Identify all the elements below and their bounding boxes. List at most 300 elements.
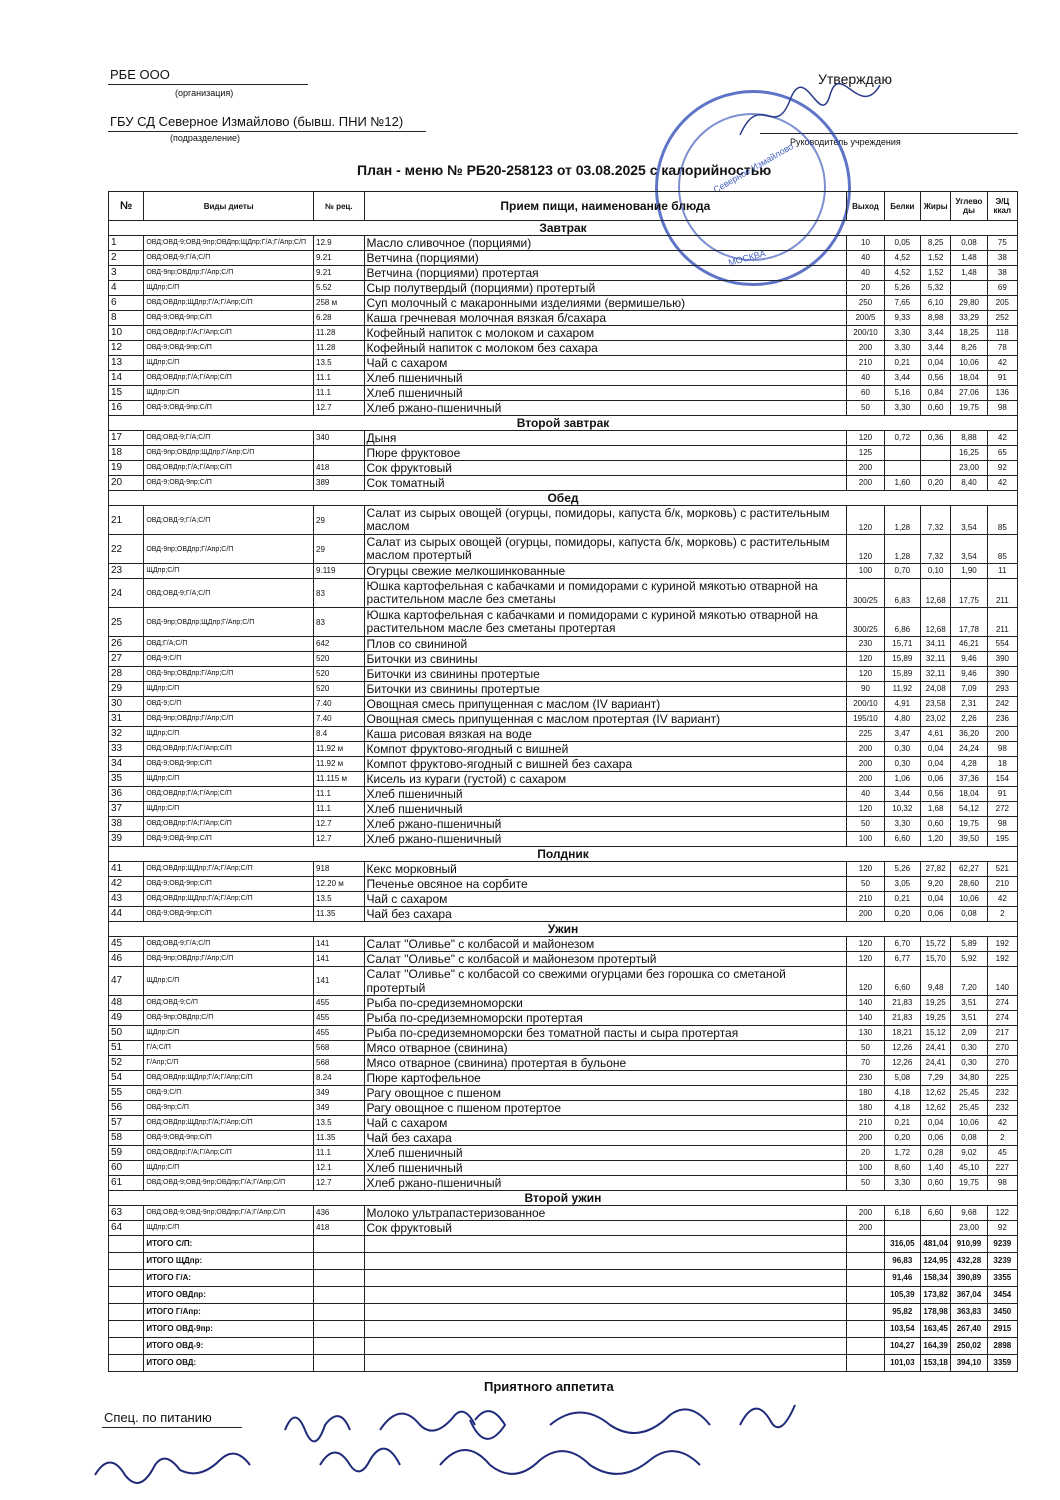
row-protein: 4,91 xyxy=(884,697,920,712)
total-protein: 316,05 xyxy=(884,1236,920,1253)
table-row xyxy=(109,667,1018,682)
col-fat: Жиры xyxy=(921,192,951,221)
row-diet: ЩДпр;С/П xyxy=(144,1026,314,1041)
total-spacer xyxy=(847,1270,884,1287)
table-row xyxy=(109,341,1018,356)
row-dish: Мясо отварное (свинина) xyxy=(364,1041,847,1056)
row-kcal: 211 xyxy=(987,579,1017,608)
row-recipe: 12.1 xyxy=(314,1161,365,1176)
total-protein: 103,54 xyxy=(884,1321,920,1338)
row-recipe: 5.52 xyxy=(314,281,365,296)
row-protein: 1,28 xyxy=(884,506,920,535)
row-kcal: 75 xyxy=(987,236,1017,251)
row-diet: ОВД;ОВДпр;ЩДпр;Г/А;Г/Апр;С/П xyxy=(144,892,314,907)
row-recipe: 9.119 xyxy=(314,564,365,579)
row-fat: 8,25 xyxy=(921,236,951,251)
organization-caption: (организация) xyxy=(175,88,234,98)
row-number: 43 xyxy=(109,892,144,907)
row-recipe: 389 xyxy=(314,476,365,491)
row-kcal: 92 xyxy=(987,461,1017,476)
row-kcal: 118 xyxy=(987,326,1017,341)
row-kcal: 98 xyxy=(987,401,1017,416)
row-diet: ОВД;ОВД-9;Г/А;С/П xyxy=(144,431,314,446)
row-recipe: 11.35 xyxy=(314,907,365,922)
section-title: Обед xyxy=(109,491,1018,506)
row-fat: 0,36 xyxy=(921,431,951,446)
row-fat: 0,56 xyxy=(921,371,951,386)
row-carbs: 0,30 xyxy=(951,1041,987,1056)
row-carbs: 17,75 xyxy=(951,579,987,608)
row-diet: ОВД;ОВД-9;ОВД-9пр;ОВДпр;Г/А;Г/Апр;С/П xyxy=(144,1206,314,1221)
row-number: 37 xyxy=(109,802,144,817)
row-kcal: 210 xyxy=(987,877,1017,892)
row-recipe: 349 xyxy=(314,1086,365,1101)
row-fat: 27,82 xyxy=(921,862,951,877)
row-dish: Хлеб пшеничный xyxy=(364,787,847,802)
col-diet: Виды диеты xyxy=(144,192,314,221)
row-dish: Пюре фруктовое xyxy=(364,446,847,461)
row-output: 120 xyxy=(847,967,884,996)
total-spacer xyxy=(847,1287,884,1304)
table-row xyxy=(109,1116,1018,1131)
row-diet: ЩДпр;С/П xyxy=(144,1161,314,1176)
row-recipe xyxy=(314,446,365,461)
row-recipe: 141 xyxy=(314,952,365,967)
row-diet: ОВД-9пр;ОВДпр;Г/Апр;С/П xyxy=(144,712,314,727)
row-output: 200 xyxy=(847,742,884,757)
row-dish: Ветчина (порциями) протертая xyxy=(364,266,847,281)
row-protein: 21,83 xyxy=(884,996,920,1011)
row-recipe: 29 xyxy=(314,506,365,535)
row-diet: ОВД;ОВДпр;Г/А;Г/Апр;С/П xyxy=(144,461,314,476)
total-spacer xyxy=(314,1355,365,1372)
row-kcal: 45 xyxy=(987,1146,1017,1161)
row-protein: 15,71 xyxy=(884,637,920,652)
row-diet: ОВД-9;ОВД-9пр;С/П xyxy=(144,476,314,491)
row-output: 210 xyxy=(847,892,884,907)
row-number: 23 xyxy=(109,564,144,579)
row-diet: ОВД-9;С/П xyxy=(144,652,314,667)
row-output: 100 xyxy=(847,1161,884,1176)
row-kcal: 195 xyxy=(987,832,1017,847)
row-protein: 18,21 xyxy=(884,1026,920,1041)
row-carbs: 28,60 xyxy=(951,877,987,892)
row-carbs: 39,50 xyxy=(951,832,987,847)
row-dish: Чай с сахаром xyxy=(364,356,847,371)
row-protein: 4,52 xyxy=(884,266,920,281)
row-kcal: 154 xyxy=(987,772,1017,787)
row-diet: ОВД;ОВДпр;Г/А;Г/Апр;С/П xyxy=(144,326,314,341)
row-fat: 15,72 xyxy=(921,937,951,952)
row-protein: 6,70 xyxy=(884,937,920,952)
total-row xyxy=(109,1270,1018,1287)
row-output: 120 xyxy=(847,535,884,564)
row-output: 50 xyxy=(847,1176,884,1191)
total-kcal: 3359 xyxy=(987,1355,1017,1372)
row-recipe: 11.35 xyxy=(314,1131,365,1146)
row-diet: ЩДпр;С/П xyxy=(144,564,314,579)
row-kcal: 42 xyxy=(987,356,1017,371)
row-carbs: 8,26 xyxy=(951,341,987,356)
row-number: 20 xyxy=(109,476,144,491)
row-dish: Огурцы свежие мелкошинкованные xyxy=(364,564,847,579)
row-output: 40 xyxy=(847,787,884,802)
row-carbs: 9,46 xyxy=(951,652,987,667)
row-number: 12 xyxy=(109,341,144,356)
row-fat: 3,44 xyxy=(921,341,951,356)
row-diet: ОВД;ОВДпр;Г/А;Г/Апр;С/П xyxy=(144,817,314,832)
row-kcal: 42 xyxy=(987,476,1017,491)
row-carbs: 16,25 xyxy=(951,446,987,461)
table-row xyxy=(109,802,1018,817)
total-spacer xyxy=(364,1321,847,1338)
row-output: 50 xyxy=(847,1041,884,1056)
total-row xyxy=(109,1338,1018,1355)
row-kcal: 232 xyxy=(987,1101,1017,1116)
row-protein: 6,18 xyxy=(884,1206,920,1221)
table-row xyxy=(109,1011,1018,1026)
row-fat: 15,70 xyxy=(921,952,951,967)
row-output: 200 xyxy=(847,1131,884,1146)
row-carbs: 18,25 xyxy=(951,326,987,341)
table-row xyxy=(109,506,1018,535)
row-diet: ОВД-9;ОВД-9пр;С/П xyxy=(144,1131,314,1146)
row-protein: 6,77 xyxy=(884,952,920,967)
row-carbs: 4,28 xyxy=(951,757,987,772)
total-fat: 124,95 xyxy=(921,1253,951,1270)
row-kcal: 200 xyxy=(987,727,1017,742)
row-fat: 0,84 xyxy=(921,386,951,401)
total-row xyxy=(109,1321,1018,1338)
total-spacer xyxy=(314,1304,365,1321)
row-diet: ОВД-9;ОВД-9пр;С/П xyxy=(144,401,314,416)
table-row xyxy=(109,877,1018,892)
row-dish: Печенье овсяное на сорбите xyxy=(364,877,847,892)
row-dish: Сок фруктовый xyxy=(364,461,847,476)
row-fat: 1,52 xyxy=(921,251,951,266)
row-recipe: 11.92 м xyxy=(314,742,365,757)
row-recipe: 642 xyxy=(314,637,365,652)
row-protein: 0,30 xyxy=(884,757,920,772)
table-row xyxy=(109,476,1018,491)
row-carbs: 1,90 xyxy=(951,564,987,579)
row-recipe: 12.7 xyxy=(314,401,365,416)
row-protein: 6,83 xyxy=(884,579,920,608)
total-spacer xyxy=(314,1236,365,1253)
row-dish: Рагу овощное с пшеном xyxy=(364,1086,847,1101)
table-row xyxy=(109,579,1018,608)
row-diet: ОВД;ОВД-9;ОВД-9пр;ОВДпр;ЩДпр;Г/А;Г/Апр;С/П xyxy=(144,236,314,251)
section-row xyxy=(109,922,1018,937)
row-number: 28 xyxy=(109,667,144,682)
table-row xyxy=(109,535,1018,564)
total-carbs: 267,40 xyxy=(951,1321,987,1338)
row-diet: ЩДпр;С/П xyxy=(144,281,314,296)
row-diet: Г/Апр;С/П xyxy=(144,1056,314,1071)
row-recipe: 520 xyxy=(314,652,365,667)
row-fat: 15,12 xyxy=(921,1026,951,1041)
row-kcal: 242 xyxy=(987,697,1017,712)
row-recipe: 418 xyxy=(314,1221,365,1236)
table-row xyxy=(109,1206,1018,1221)
total-row xyxy=(109,1355,1018,1372)
row-dish: Хлеб пшеничный xyxy=(364,1146,847,1161)
total-spacer xyxy=(109,1236,144,1253)
total-spacer xyxy=(109,1338,144,1355)
total-spacer xyxy=(847,1321,884,1338)
row-diet: ОВД-9пр;ОВДпр;ЩДпр;Г/Апр;С/П xyxy=(144,446,314,461)
row-protein: 3,30 xyxy=(884,1176,920,1191)
row-recipe: 83 xyxy=(314,579,365,608)
total-label: ИТОГО С/П: xyxy=(144,1236,314,1253)
total-kcal: 3454 xyxy=(987,1287,1017,1304)
table-row xyxy=(109,697,1018,712)
row-kcal: 252 xyxy=(987,311,1017,326)
row-protein: 11,92 xyxy=(884,682,920,697)
row-number: 8 xyxy=(109,311,144,326)
row-carbs: 8,40 xyxy=(951,476,987,491)
row-output: 10 xyxy=(847,236,884,251)
table-row xyxy=(109,757,1018,772)
table-row xyxy=(109,907,1018,922)
row-dish: Хлеб пшеничный xyxy=(364,371,847,386)
total-protein: 104,27 xyxy=(884,1338,920,1355)
row-protein: 1,28 xyxy=(884,535,920,564)
row-dish: Юшка картофельная с кабачками и помидорами с куриной мякотью отварной на растительном масле без сметаны xyxy=(364,579,847,608)
row-dish: Каша гречневая молочная вязкая б/сахара xyxy=(364,311,847,326)
row-fat xyxy=(921,1221,951,1236)
total-fat: 481,04 xyxy=(921,1236,951,1253)
total-spacer xyxy=(109,1253,144,1270)
row-kcal: 521 xyxy=(987,862,1017,877)
row-output: 230 xyxy=(847,637,884,652)
row-kcal: 293 xyxy=(987,682,1017,697)
row-recipe: 568 xyxy=(314,1041,365,1056)
row-diet: ОВД-9пр;ОВДпр;Г/Апр;С/П xyxy=(144,266,314,281)
total-spacer xyxy=(364,1253,847,1270)
total-fat: 173,82 xyxy=(921,1287,951,1304)
row-recipe: 568 xyxy=(314,1056,365,1071)
row-carbs: 0,08 xyxy=(951,1131,987,1146)
row-kcal: 98 xyxy=(987,1176,1017,1191)
row-output: 200/10 xyxy=(847,326,884,341)
row-kcal: 225 xyxy=(987,1071,1017,1086)
row-dish: Салат "Оливье" с колбасой и майонезом протертый xyxy=(364,952,847,967)
row-number: 14 xyxy=(109,371,144,386)
col-dish: Прием пищи, наименование блюда xyxy=(364,192,847,221)
row-output: 200 xyxy=(847,461,884,476)
row-fat: 19,25 xyxy=(921,1011,951,1026)
row-number: 51 xyxy=(109,1041,144,1056)
row-kcal: 122 xyxy=(987,1206,1017,1221)
row-dish: Рагу овощное с пшеном протертое xyxy=(364,1101,847,1116)
row-carbs: 10,06 xyxy=(951,1116,987,1131)
row-dish: Мясо отварное (свинина) протертая в бульоне xyxy=(364,1056,847,1071)
row-recipe: 349 xyxy=(314,1101,365,1116)
row-output: 40 xyxy=(847,371,884,386)
menu-body xyxy=(109,221,1018,1372)
row-dish: Юшка картофельная с кабачками и помидорами с куриной мякотью отварной на растительном масле без сметаны протертая xyxy=(364,608,847,637)
row-diet: ОВД-9пр;ОВДпр;ЩДпр;Г/Апр;С/П xyxy=(144,608,314,637)
stamp-text-bottom: МОСКВА xyxy=(727,248,767,268)
row-number: 50 xyxy=(109,1026,144,1041)
total-kcal: 2898 xyxy=(987,1338,1017,1355)
row-carbs xyxy=(951,281,987,296)
row-kcal: 91 xyxy=(987,371,1017,386)
row-dish: Биточки из свинины протертые xyxy=(364,667,847,682)
total-label: ИТОГО Г/А: xyxy=(144,1270,314,1287)
total-label: ИТОГО ЩДпр: xyxy=(144,1253,314,1270)
row-kcal: 2 xyxy=(987,907,1017,922)
row-fat: 23,02 xyxy=(921,712,951,727)
total-carbs: 432,28 xyxy=(951,1253,987,1270)
row-output: 60 xyxy=(847,386,884,401)
row-number: 17 xyxy=(109,431,144,446)
row-recipe: 418 xyxy=(314,461,365,476)
table-row xyxy=(109,1041,1018,1056)
subdivision-line xyxy=(108,131,426,132)
row-output: 20 xyxy=(847,281,884,296)
row-diet: ОВД-9пр;ОВДпр;С/П xyxy=(144,1011,314,1026)
head-caption: Руководитель учреждения xyxy=(790,137,901,147)
table-row xyxy=(109,1176,1018,1191)
row-carbs: 2,09 xyxy=(951,1026,987,1041)
row-kcal: 192 xyxy=(987,937,1017,952)
row-output: 125 xyxy=(847,446,884,461)
row-diet: ЩДпр;С/П xyxy=(144,967,314,996)
row-number: 49 xyxy=(109,1011,144,1026)
row-number: 34 xyxy=(109,757,144,772)
table-row xyxy=(109,817,1018,832)
row-dish: Кисель из кураги (густой) с сахаром xyxy=(364,772,847,787)
row-recipe: 12.7 xyxy=(314,817,365,832)
row-carbs: 45,10 xyxy=(951,1161,987,1176)
table-row xyxy=(109,401,1018,416)
row-protein: 5,08 xyxy=(884,1071,920,1086)
row-carbs: 54,12 xyxy=(951,802,987,817)
section-title: Завтрак xyxy=(109,221,1018,236)
page-title: План - меню № РБ20-258123 от 03.08.2025 с калорийностью xyxy=(357,162,772,178)
table-row xyxy=(109,564,1018,579)
row-diet: ОВД;ОВДпр;Г/А;Г/Апр;С/П xyxy=(144,371,314,386)
row-carbs: 9,02 xyxy=(951,1146,987,1161)
table-row xyxy=(109,937,1018,952)
total-spacer xyxy=(314,1338,365,1355)
row-fat: 0,60 xyxy=(921,401,951,416)
row-carbs: 0,08 xyxy=(951,236,987,251)
row-protein xyxy=(884,446,920,461)
row-dish: Хлеб пшеничный xyxy=(364,1161,847,1176)
table-row xyxy=(109,266,1018,281)
row-dish: Салат "Оливье" с колбасой со свежими огурцами без горошка со сметаной протертый xyxy=(364,967,847,996)
row-kcal: 38 xyxy=(987,251,1017,266)
table-row xyxy=(109,742,1018,757)
handwritten-signatures xyxy=(90,1390,850,1490)
menu-table xyxy=(108,191,1018,1372)
row-protein: 3,05 xyxy=(884,877,920,892)
row-diet: ОВД-9;С/П xyxy=(144,1086,314,1101)
row-protein: 0,05 xyxy=(884,236,920,251)
table-row xyxy=(109,727,1018,742)
row-output: 120 xyxy=(847,802,884,817)
row-output: 195/10 xyxy=(847,712,884,727)
row-fat: 23,58 xyxy=(921,697,951,712)
row-number: 64 xyxy=(109,1221,144,1236)
total-row xyxy=(109,1253,1018,1270)
row-protein: 4,18 xyxy=(884,1101,920,1116)
table-header-row xyxy=(109,192,1018,221)
row-protein xyxy=(884,461,920,476)
section-row xyxy=(109,1191,1018,1206)
total-spacer xyxy=(109,1321,144,1338)
row-protein: 10,32 xyxy=(884,802,920,817)
row-recipe: 258 м xyxy=(314,296,365,311)
row-fat: 0,60 xyxy=(921,817,951,832)
row-dish: Рыба по-средиземноморски протертая xyxy=(364,1011,847,1026)
total-spacer xyxy=(109,1304,144,1321)
row-diet: ОВД-9;ОВД-9пр;С/П xyxy=(144,832,314,847)
row-carbs: 19,75 xyxy=(951,1176,987,1191)
row-protein: 3,44 xyxy=(884,787,920,802)
row-carbs: 0,30 xyxy=(951,1056,987,1071)
row-carbs: 37,36 xyxy=(951,772,987,787)
row-kcal: 42 xyxy=(987,892,1017,907)
row-kcal: 42 xyxy=(987,431,1017,446)
row-number: 38 xyxy=(109,817,144,832)
row-kcal: 98 xyxy=(987,817,1017,832)
table-row xyxy=(109,1056,1018,1071)
row-carbs: 18,04 xyxy=(951,371,987,386)
row-kcal: 42 xyxy=(987,1116,1017,1131)
row-carbs: 1,48 xyxy=(951,266,987,281)
row-recipe: 9.21 xyxy=(314,251,365,266)
section-title: Полдник xyxy=(109,847,1018,862)
row-protein: 7,65 xyxy=(884,296,920,311)
row-kcal: 69 xyxy=(987,281,1017,296)
row-kcal: 92 xyxy=(987,1221,1017,1236)
total-spacer xyxy=(847,1304,884,1321)
row-kcal: 18 xyxy=(987,757,1017,772)
row-diet: ЩДпр;С/П xyxy=(144,1221,314,1236)
table-row xyxy=(109,787,1018,802)
row-protein: 4,18 xyxy=(884,1086,920,1101)
row-diet: ОВД-9;ОВД-9пр;С/П xyxy=(144,757,314,772)
row-recipe: 141 xyxy=(314,937,365,952)
row-carbs: 3,51 xyxy=(951,1011,987,1026)
row-output: 200 xyxy=(847,341,884,356)
total-spacer xyxy=(847,1338,884,1355)
row-recipe: 6.28 xyxy=(314,311,365,326)
row-output: 100 xyxy=(847,564,884,579)
row-number: 58 xyxy=(109,1131,144,1146)
row-number: 54 xyxy=(109,1071,144,1086)
row-fat: 6,10 xyxy=(921,296,951,311)
row-output: 200 xyxy=(847,1221,884,1236)
row-output: 140 xyxy=(847,1011,884,1026)
row-number: 10 xyxy=(109,326,144,341)
row-recipe: 13.5 xyxy=(314,892,365,907)
row-dish: Сыр полутвердый (порциями) протертый xyxy=(364,281,847,296)
row-number: 48 xyxy=(109,996,144,1011)
total-kcal: 3355 xyxy=(987,1270,1017,1287)
table-row xyxy=(109,311,1018,326)
row-fat: 34,11 xyxy=(921,637,951,652)
row-output: 40 xyxy=(847,251,884,266)
row-dish: Хлеб ржано-пшеничный xyxy=(364,1176,847,1191)
table-row xyxy=(109,1101,1018,1116)
table-row xyxy=(109,326,1018,341)
row-kcal: 211 xyxy=(987,608,1017,637)
